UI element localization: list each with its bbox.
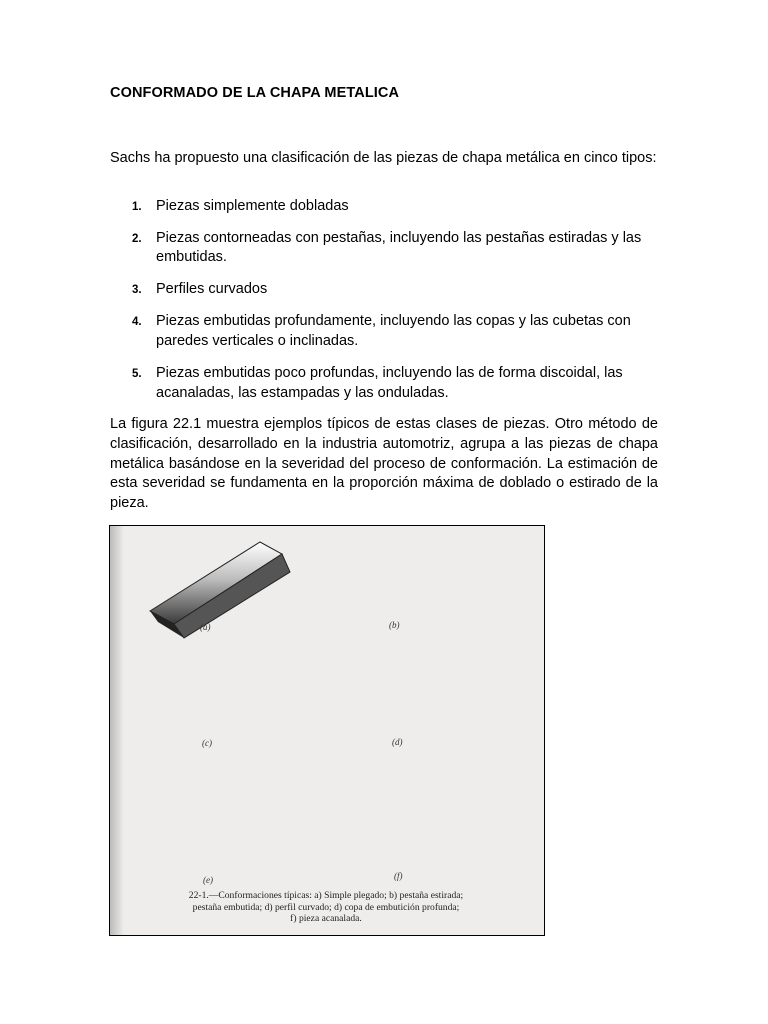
list-number: 5. [132,368,142,380]
figure-illustration [110,526,545,936]
part-a-simple-bend-drawing [150,542,290,638]
caption-line: pestaña embutida; d) perfil curvado; d) copa de embutición profunda; [192,901,460,913]
label-d: (d) [392,737,403,747]
list-item [110,229,660,268]
figure-22-1 [109,525,545,936]
label-f: (f) [394,871,403,881]
list-item-text: Perfiles curvados [156,280,268,297]
list-item-text: Piezas embutidas profundamente, incluyendo las copas y las cubetas con paredes verticales o inclinadas. [156,313,631,349]
figure-caption [116,890,536,925]
list-item-text: Piezas embutidas poco profundas, incluyendo las de forma discoidal, las acanaladas, las estampadas y las onduladas. [156,365,623,401]
label-c: (c) [202,738,212,748]
list-number: 2. [132,232,142,245]
intro-paragraph: Sachs ha propuesto una clasificación de las piezas de chapa metálica en cinco tipos: [110,150,657,166]
list-item-text: Piezas contorneadas con pestañas, incluyendo las pestañas estiradas y las embutidas. [156,229,642,265]
caption-line: f) pieza acanalada. [290,913,362,924]
list-item [110,197,660,217]
body-paragraph: La figura 22.1 muestra ejemplos típicos de estas clases de piezas. Otro método de clasificación, desarrollado en la industria automotriz, agrupa a las piezas de chapa metálica basándose en la severidad del proceso de conformación. La estimación de esta severidad se fundamenta en la proporción máxima de doblado o estirado de la pieza. [110,416,658,512]
caption-line: 22-1.—Conformaciones típicas: a) Simple plegado; b) pestaña estirada; [188,890,464,901]
list-number: 4. [132,316,142,328]
list-item [110,280,660,300]
document-title: CONFORMADO DE LA CHAPA METALICA [110,85,400,101]
list-item [110,364,660,403]
list-item [110,312,660,351]
label-e: (e) [203,875,213,885]
classification-list [110,197,660,403]
label-a: (a) [200,622,211,632]
list-number: 1. [132,201,142,213]
list-number: 3. [132,283,142,296]
label-b: (b) [389,620,400,630]
list-item-text: Piezas simplemente dobladas [156,198,349,214]
